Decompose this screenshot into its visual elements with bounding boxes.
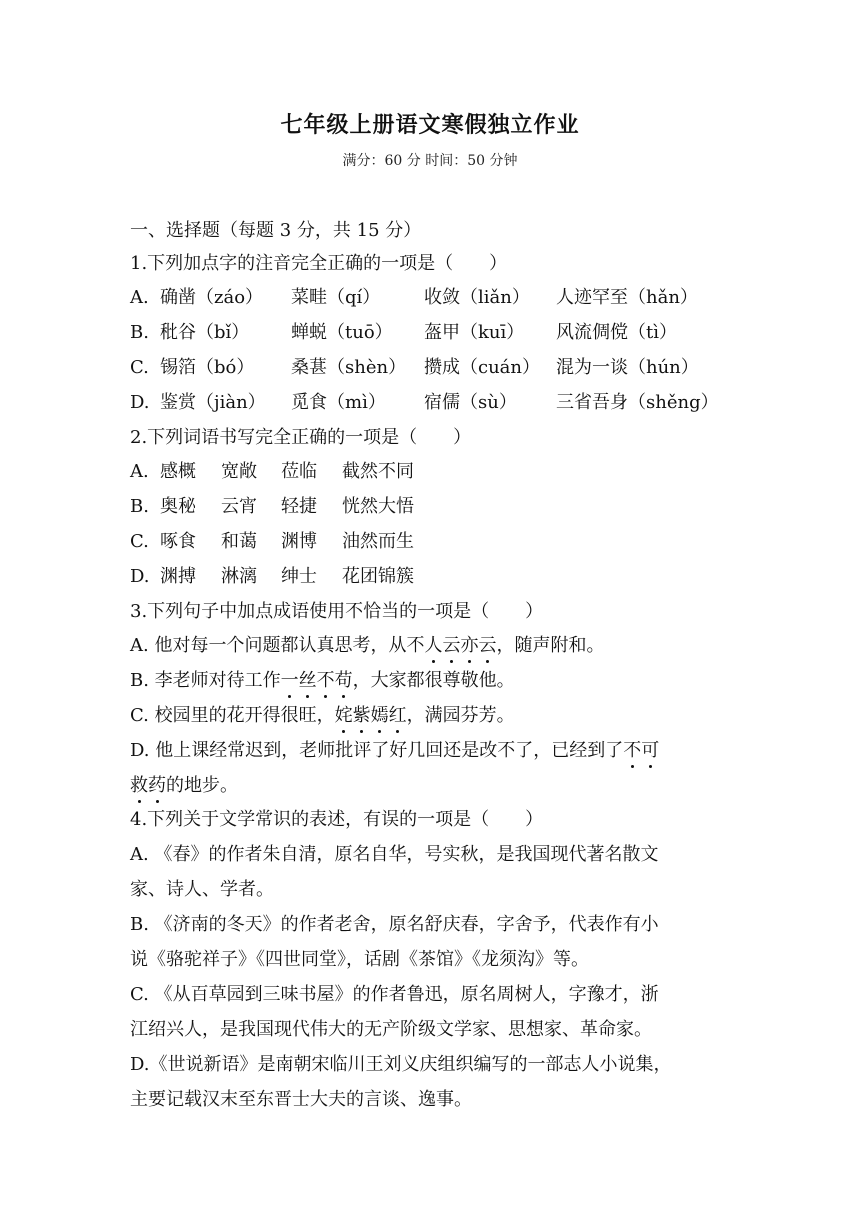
emphasis-char: 可 (641, 740, 660, 761)
dotted-idiom (424, 635, 496, 656)
option-item: 人迹罕至（hǎn） (556, 287, 698, 308)
option-label: B. (130, 322, 149, 343)
emphasis-char: 苟 (334, 670, 353, 691)
option-item: 菜畦（qí） (291, 287, 381, 308)
option-item: 感概 (160, 461, 196, 482)
question-4-option-b-line2: 说《骆驼祥子》《四世同堂》，话剧《茶馆》《龙须沟》等。 (130, 949, 589, 970)
emphasis-char: 丝 (298, 670, 317, 691)
dotted-idiom (335, 705, 407, 726)
option-label: C. (130, 531, 149, 552)
option-item: 桑葚（shèn） (291, 357, 407, 378)
emphasis-char: 不 (623, 740, 642, 761)
option-item: 啄食 (160, 531, 196, 552)
option-text: ，大家都很尊敬他。 (352, 670, 515, 691)
question-1-stem: 1.下列加点字的注音完全正确的一项是（ ） (130, 253, 508, 274)
question-3-option-d-line2 (130, 774, 730, 798)
question-2-stem: 2.下列词语书写完全正确的一项是（ ） (130, 427, 472, 448)
option-item: 莅临 (281, 461, 317, 482)
option-text: ，满园芬芳。 (406, 705, 515, 726)
option-item: 盔甲（kuī） (424, 322, 525, 343)
option-item: 恍然大悟 (342, 496, 414, 517)
option-item: 绅士 (281, 566, 317, 587)
option-item: 渊搏 (160, 566, 196, 587)
option-text: ，随声附和。 (496, 635, 605, 656)
option-item: 风流倜傥（tì） (556, 322, 677, 343)
question-4-stem: 4.下列关于文学常识的表述，有误的一项是（ ） (130, 809, 544, 830)
option-label: A. (130, 287, 149, 308)
option-item: 秕谷（bǐ） (160, 322, 250, 343)
option-label: D. (130, 566, 150, 587)
option-text: A. 他对每一个问题都认真思考，从不 (130, 635, 425, 656)
option-label: B. (130, 496, 149, 517)
option-item: 淋漓 (221, 566, 257, 587)
question-4-option-d-line1: D.《世说新语》是南朝宋临川王刘义庆组织编写的一部志人小说集， (130, 1054, 672, 1075)
option-label: C. (130, 357, 149, 378)
option-item: 油然而生 (342, 531, 414, 552)
question-4-option-b-line1: B. 《济南的冬天》的作者老舍，原名舒庆春，字舍予，代表作有小 (130, 914, 659, 935)
emphasis-char: 药 (148, 775, 166, 796)
document-subtitle: 满分：60 分 时间：50 分钟 (342, 153, 518, 169)
question-4-option-c-line1: C. 《从百草园到三味书屋》的作者鲁迅，原名周树人，字豫才，浙 (130, 984, 659, 1005)
option-item: 宽敞 (221, 461, 257, 482)
option-item: 收敛（liǎn） (424, 287, 530, 308)
option-text: B. 李老师对待工作 (130, 670, 281, 691)
question-3-option-a (130, 634, 730, 658)
emphasis-char: 救 (130, 775, 148, 796)
emphasis-char: 一 (280, 670, 299, 691)
option-item: 觅食（mì） (291, 392, 386, 413)
option-item: 截然不同 (342, 461, 414, 482)
question-3-stem: 3.下列句子中加点成语使用不恰当的一项是（ ） (130, 601, 544, 622)
emphasis-char: 姹 (334, 705, 353, 726)
option-item: 三省吾身（shěng） (556, 392, 719, 413)
option-item: 锡箔（bó） (160, 357, 255, 378)
question-4-option-c-line2: 江绍兴人，是我国现代伟大的无产阶级文学家、思想家、革命家。 (130, 1019, 652, 1040)
option-item: 攒成（cuán） (424, 357, 540, 378)
option-item: 渊博 (281, 531, 317, 552)
emphasis-char: 人 (424, 635, 443, 656)
emphasis-char: 紫 (352, 705, 371, 726)
emphasis-char: 嫣 (370, 705, 389, 726)
option-item: 宿儒（sù） (424, 392, 517, 413)
option-text: D. 他上课经常迟到，老师批评了好几回还是改不了，已经到了 (130, 740, 624, 761)
option-item: 蝉蜕（tuō） (291, 322, 393, 343)
option-text: C. 校园里的花开得很旺， (130, 705, 335, 726)
question-4-option-a-line2: 家、诗人、学者。 (130, 879, 274, 900)
question-3-option-d-line1 (130, 739, 730, 763)
dotted-idiom (281, 670, 353, 691)
question-4-option-d-line2: 主要记载汉末至东晋士大夫的言谈、逸事。 (130, 1089, 472, 1110)
emphasis-char: 亦 (460, 635, 479, 656)
emphasis-char: 红 (388, 705, 407, 726)
option-item: 混为一谈（hún） (556, 357, 699, 378)
option-item: 奥秘 (160, 496, 196, 517)
option-item: 花团锦簇 (342, 566, 414, 587)
option-item: 云宵 (221, 496, 257, 517)
emphasis-char: 云 (442, 635, 461, 656)
question-3-option-b (130, 669, 730, 693)
option-label: D. (130, 392, 150, 413)
document-title: 七年级上册语文寒假独立作业 (280, 113, 580, 138)
option-item: 轻捷 (281, 496, 317, 517)
section-heading: 一、选择题（每题 3 分，共 15 分） (130, 220, 422, 241)
option-label: A. (130, 461, 149, 482)
option-item: 鉴赏（jiàn） (160, 392, 266, 413)
question-3-option-c (130, 704, 730, 728)
option-item: 确凿（záo） (160, 287, 264, 308)
dotted-idiom (130, 775, 166, 796)
emphasis-char: 不 (316, 670, 335, 691)
emphasis-char: 云 (478, 635, 497, 656)
option-text: 的地步。 (166, 775, 238, 796)
option-item: 和蔼 (221, 531, 257, 552)
question-4-option-a-line1: A. 《春》的作者朱自清，原名自华，号实秋，是我国现代著名散文 (130, 844, 659, 865)
dotted-idiom (623, 740, 659, 761)
